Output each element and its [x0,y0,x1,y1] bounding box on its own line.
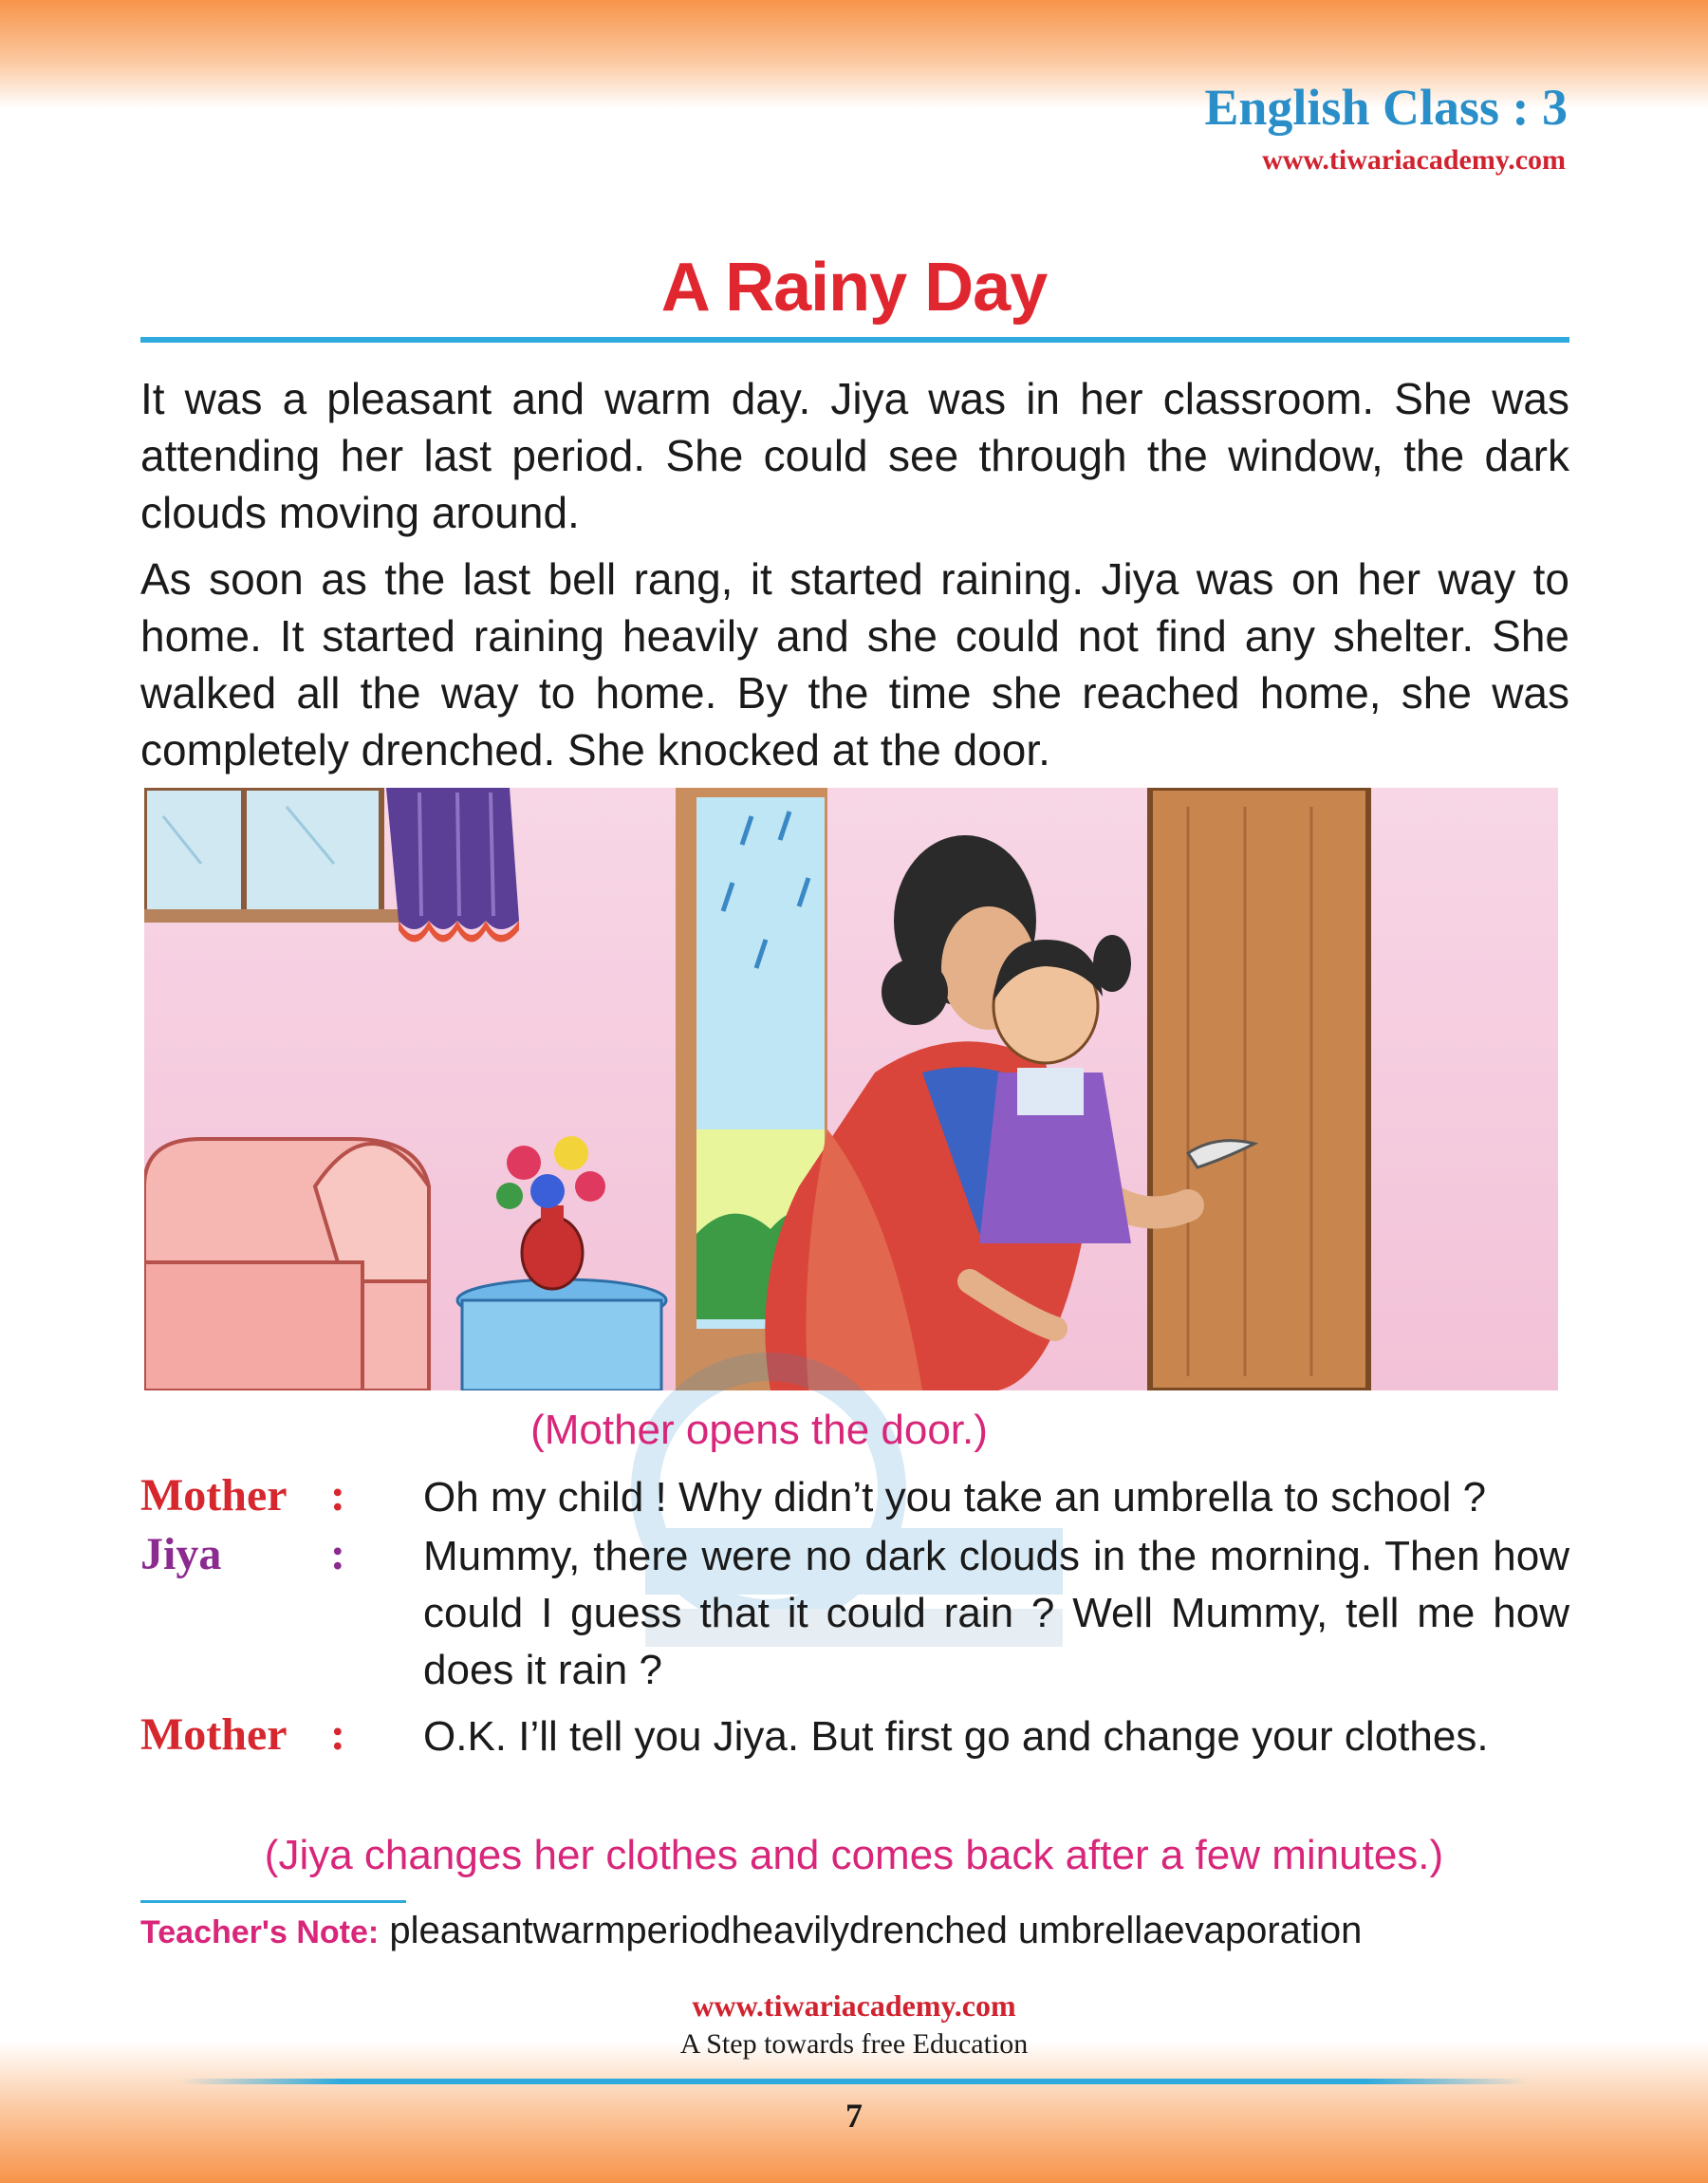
story-paragraph-1: It was a pleasant and warm day. Jiya was in her classroom. She was attending her last period. She could see through the window, the dark clouds moving around. [140,374,1569,537]
story-illustration [144,788,1558,1390]
dialogue-text: Mummy, there were no dark clouds in the morning. Then how could I guess that it could rain ? Well Mummy, tell me how does it rain ? [423,1533,1569,1693]
story-paragraph-2: As soon as the last bell rang, it started raining. Jiya was on her way to home. It started raining heavily and she could not find any shelter. She walked all the way to home. By the time she reached home, she was completely drenched. She knocked at the door. [140,554,1569,774]
teacher-note-label: Teacher's Note: [140,1914,380,1950]
speaker-colon: : [330,1709,345,1760]
footer-divider [180,2079,1528,2084]
teacher-note [140,1910,1362,1952]
speaker-name: Mother [140,1709,288,1760]
dialogue-text: O.K. I’ll tell you Jiya. But first go and change your clothes. [423,1713,1489,1760]
title-divider [140,337,1569,343]
footer-website[interactable]: www.tiwariacademy.com [692,1988,1016,2023]
mother-and-jiya-at-door-illustration [144,788,1558,1390]
speaker-name: Jiya [140,1529,222,1579]
header-website[interactable]: www.tiwariacademy.com [1262,144,1566,176]
teacher-note-text: pleasantwarmperiodheavilydrenched umbrellaevaporation [379,1910,1363,1951]
speaker-colon: : [330,1470,345,1521]
page-title: A Rainy Day [660,250,1048,326]
page-number: 7 [845,2097,863,2135]
footer-tagline: A Step towards free Education [679,2028,1029,2060]
stage-direction-2: (Jiya changes her clothes and comes back after a few minutes.) [264,1832,1444,1878]
dialogue-text: Oh my child ! Why didn’t you take an umbrella to school ? [423,1474,1487,1521]
speaker-colon: : [330,1529,345,1579]
stage-direction-1: (Mother opens the door.) [530,1407,988,1453]
teacher-note-divider [140,1900,406,1903]
speaker-name: Mother [140,1470,288,1521]
class-label: English Class : 3 [1204,79,1568,136]
